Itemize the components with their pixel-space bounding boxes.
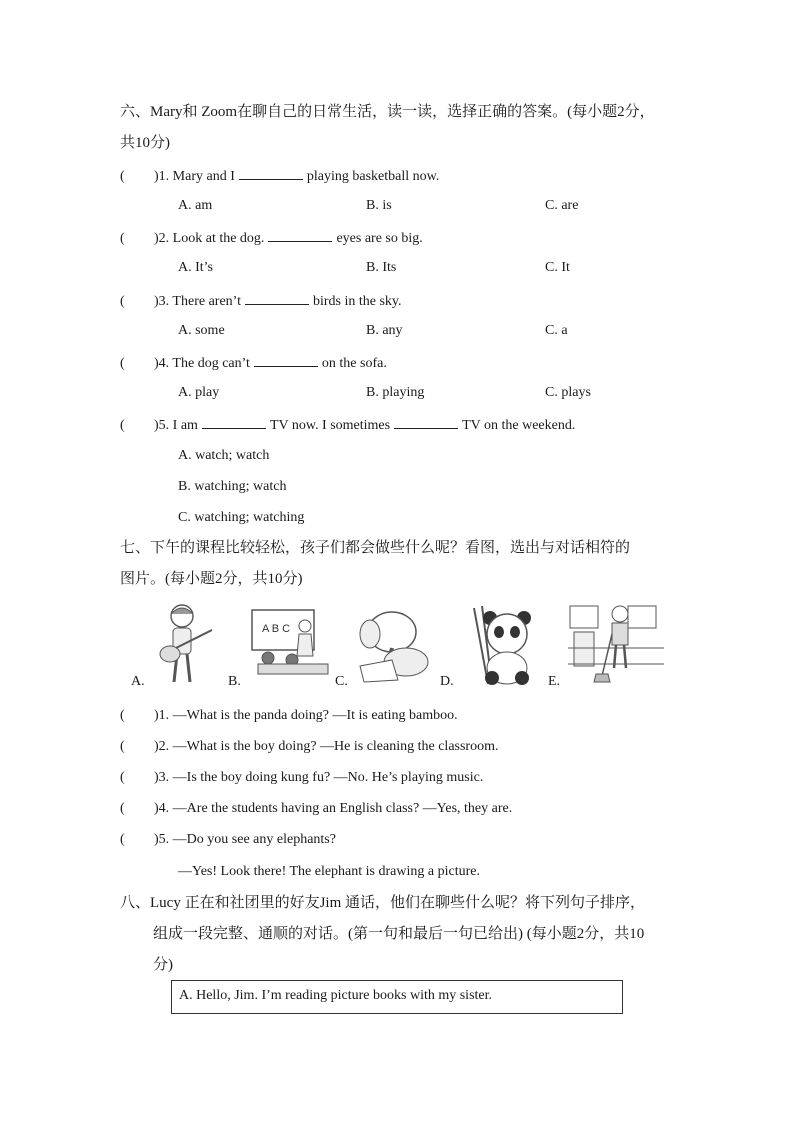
answer-blank[interactable] xyxy=(202,415,266,429)
s6-question-1: ( )1. Mary and I playing basketball now. xyxy=(120,166,439,186)
s6-q2-option-b: B. Its xyxy=(366,260,397,275)
answer-blank[interactable] xyxy=(268,228,332,242)
s7-question-2: ( )2. —What is the boy doing? —He is cleaning the classroom. xyxy=(120,739,499,754)
dialogue-box xyxy=(171,980,623,1014)
answer-blank[interactable] xyxy=(394,415,458,429)
s7-question-5-line2: —Yes! Look there! The elephant is drawing a picture. xyxy=(178,864,480,879)
s6-q4-option-b: B. playing xyxy=(366,385,425,400)
picture-label-c: C. xyxy=(335,674,348,689)
dialogue-box-text: A. Hello, Jim. I’m reading picture books with my sister. xyxy=(179,988,493,1003)
answer-blank[interactable] xyxy=(254,353,318,367)
s6-q4-option-a: A. play xyxy=(178,385,220,400)
s6-q1-option-c: C. are xyxy=(545,198,579,213)
s7-question-3: ( )3. —Is the boy doing kung fu? —No. He’s playing music. xyxy=(120,770,484,785)
s6-question-5: ( )5. I am TV now. I sometimes TV on the weekend. xyxy=(120,415,575,435)
s6-q2-option-c: C. It xyxy=(545,260,570,275)
answer-blank[interactable] xyxy=(245,291,309,305)
section8-heading-line1: 八、Lucy 正在和社团里的好友Jim 通话，他们在聊些什么呢？将下列句子排序， xyxy=(120,895,645,911)
s6-q1-option-a: A. am xyxy=(178,198,213,213)
s6-question-4: ( )4. The dog can’t on the sofa. xyxy=(120,353,387,373)
section7-heading-line2: 图片。(每小题2分，共10分) xyxy=(120,571,303,587)
s6-q2-option-a: A. It’s xyxy=(178,260,213,275)
picture-label-b: B. xyxy=(228,674,241,689)
picture-label-d: D. xyxy=(440,674,454,689)
picture-boy-cleaning xyxy=(568,604,664,684)
s6-q5-option-b: B. watching; watch xyxy=(178,479,287,494)
s7-question-5: ( )5. —Do you see any elephants? xyxy=(120,832,336,847)
s7-question-1: ( )1. —What is the panda doing? —It is eating bamboo. xyxy=(120,708,458,723)
picture-label-a: A. xyxy=(131,674,145,689)
section8-heading-line2: 组成一段完整、通顺的对话。(第一句和最后一句已给出) (每小题2分，共10 xyxy=(153,926,645,942)
s6-q5-option-c: C. watching; watching xyxy=(178,510,305,525)
s6-q3-option-b: B. any xyxy=(366,323,403,338)
picture-label-e: E. xyxy=(548,674,561,689)
s6-q1-option-b: B. is xyxy=(366,198,392,213)
section6-heading-line2: 共10分) xyxy=(120,135,170,151)
section8-heading-line3: 分) xyxy=(153,957,173,973)
picture-class-abc xyxy=(250,608,336,678)
section6-heading-line1: 六、Mary和 Zoom在聊自己的日常生活，读一读，选择正确的答案。(每小题2分， xyxy=(120,104,655,120)
section7-heading-line1: 七、下午的课程比较轻松，孩子们都会做些什么呢？看图，选出与对话相符的 xyxy=(120,540,631,556)
picture-elephant-drawing xyxy=(352,604,438,684)
picture-panda-bamboo xyxy=(466,604,542,688)
s6-q5-option-a: A. watch; watch xyxy=(178,448,270,463)
s6-question-2: ( )2. Look at the dog. eyes are so big. xyxy=(120,228,423,248)
s6-question-3: ( )3. There aren’t birds in the sky. xyxy=(120,291,402,311)
answer-blank[interactable] xyxy=(239,166,303,180)
s7-question-4: ( )4. —Are the students having an English class? —Yes, they are. xyxy=(120,801,513,816)
picture-boy-guitar xyxy=(152,602,222,690)
s6-q3-option-a: A. some xyxy=(178,323,225,338)
s6-q4-option-c: C. plays xyxy=(545,385,591,400)
s6-q3-option-c: C. a xyxy=(545,323,568,338)
board-text: A B C xyxy=(262,623,291,635)
